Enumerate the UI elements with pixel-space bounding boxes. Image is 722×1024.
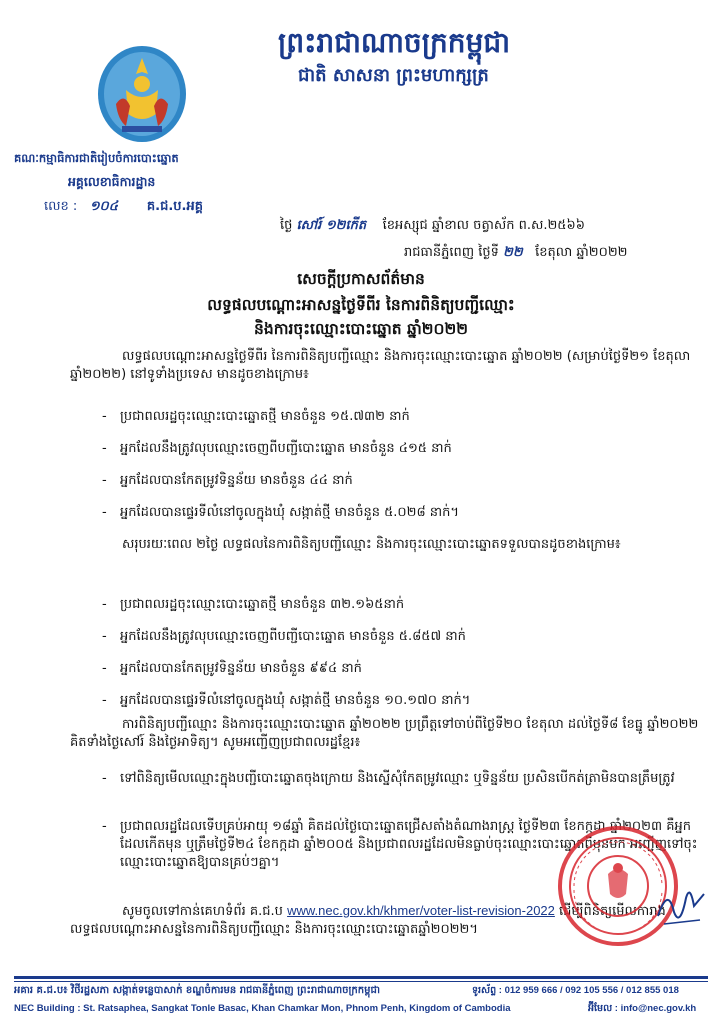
ref-label: លេខ : — [44, 199, 78, 214]
closing-suffix: ដើម្បីពិនិត្យមើលការាងលទ្ធផលបណ្តោះអាសន្ននៃការពិនិត្យបញ្ជីឈ្មោះ និងការចុះឈ្មោះបោះឆ្នោតឆ្នាំ២០២២។ — [70, 904, 666, 937]
list-item: - អ្នកដែលបានកែតម្រូវទិន្នន័យ មានចំនួន ៤៤ នាក់ — [102, 473, 353, 488]
footer-phone: ទូរស័ព្ទ : 012 959 666 / 092 105 556 / 012 855 018 — [472, 985, 679, 996]
lunar-date-handwritten: សៅរ៍ ១២កើត — [296, 218, 367, 233]
nec-emblem-logo — [96, 44, 188, 144]
ref-suffix: គ.ជ.ប.អគ្គ — [146, 199, 203, 214]
solar-date-rest: ខែតុលា ឆ្នាំ២០២២ — [535, 245, 628, 260]
list-item-text: ប្រជាពលរដ្ឋដែលទើបគ្រប់អាយុ ១៨ឆ្នាំ គិតដល់ថ្ងៃបោះឆ្នោតជ្រើសតាំងតំណាងរាស្ត្រ ថ្ងៃទី២៣ ខែកក្កដា ឆ្នាំ២០២៣ គឺអ្នកដែលកើតមុន ឬត្រឹមថ្ងៃទី២៤ ខែកក្កដា ឆ្នាំ២០០៥ និងប្រជាពលរដ្ឋដែលមិនធ្លាប់ចុះឈ្មោះបោះឆ្នោតពីមុនមក អញ្ជើញទៅចុះឈ្មោះបោះឆ្នោតឱ្យបានគ្រប់ៗគ្នា។ — [120, 819, 698, 870]
voter-list-link[interactable]: www.nec.gov.kh/khmer/voter-list-revision-2022 — [287, 903, 555, 918]
solar-date-prefix: រាជធានីភ្នំពេញ ថ្ងៃទី — [404, 245, 499, 260]
announcement-subtitle-2: និងការចុះឈ្មោះបោះឆ្នោត ឆ្នាំ២០២២ — [254, 320, 468, 338]
closing-prefix: សូមចូលទៅកាន់គេហទំព័រ គ.ជ.ប — [122, 904, 283, 919]
solar-date-handwritten: ២២ — [503, 245, 523, 260]
list-item-text: ប្រជាពលរដ្ឋចុះឈ្មោះបោះឆ្នោតថ្មី មានចំនួន ៣២.១៦៥នាក់ — [120, 597, 405, 612]
list-item: - អ្នកដែលបានផ្ទេរទីលំនៅចូលក្នុងឃុំ សង្កាត់ថ្មី មានចំនួន ១០.១៧០ នាក់។ — [102, 693, 471, 708]
footer-email[interactable]: អ៊ីមែល : info@nec.gov.kh — [588, 1003, 697, 1014]
signature — [650, 876, 710, 936]
list-item-text: អ្នកដែលបានផ្ទេរទីលំនៅចូលក្នុងឃុំ សង្កាត់ថ្មី មានចំនួន ១០.១៧០ នាក់។ — [120, 693, 471, 708]
list-item: - ប្រជាពលរដ្ឋចុះឈ្មោះបោះឆ្នោតថ្មី មានចំនួន ៣២.១៦៥នាក់ — [102, 597, 405, 612]
list-item-text: ទៅពិនិត្យមើលឈ្មោះក្នុងបញ្ជីបោះឆ្នោតចុងក្រោយ និងស្នើសុំកែតម្រូវឈ្មោះ ឬទិន្នន័យ ប្រសិនបើកត់ត្រាមិនបានត្រឹមត្រូវ — [120, 771, 675, 786]
list-item-text: អ្នកដែលបានផ្ទេរទីលំនៅចូលក្នុងឃុំ សង្កាត់ថ្មី មានចំនួន ៥.០២៨ នាក់។ — [120, 505, 459, 520]
kingdom-title: ព្រះរាជាណាចក្រកម្ពុជា — [278, 26, 511, 59]
national-motto: ជាតិ សាសនា ព្រះមហាក្សត្រ — [298, 65, 489, 86]
list-item: - អ្នកដែលនឹងត្រូវលុបឈ្មោះចេញពីបញ្ជីបោះឆ្នោត មានចំនួន ៤១៥ នាក់ — [102, 441, 452, 456]
list-item: - ទៅពិនិត្យមើលឈ្មោះក្នុងបញ្ជីបោះឆ្នោតចុងក្រោយ និងស្នើសុំកែតម្រូវឈ្មោះ ឬទិន្នន័យ ប្រសិនបើកត់ត្រាមិនបានត្រឹមត្រូវ — [102, 771, 675, 786]
lunar-date-prefix: ថ្ងៃ — [280, 218, 293, 233]
schedule-paragraph: ការពិនិត្យបញ្ជីឈ្មោះ និងការចុះឈ្មោះបោះឆ្នោត ឆ្នាំ២០២២ ប្រព្រឹត្តទៅចាប់ពីថ្ងៃទី២០ ខែតុលា ដល់ថ្ងៃទី៨ ខែធ្នូ ឆ្នាំ២០២២ គិតទាំងថ្ងៃសៅរ៍ និងថ្ងៃអាទិត្យ។ សូមអញ្ជើញប្រជាពលរដ្ឋខ្មែរ៖ — [70, 717, 699, 750]
list-item-text: ប្រជាពលរដ្ឋចុះឈ្មោះបោះឆ្នោតថ្មី មានចំនួន ១៥.៧៣២ នាក់ — [120, 409, 410, 424]
footer-divider — [14, 976, 708, 979]
intro-paragraph: លទ្ធផលបណ្តោះអាសន្នថ្ងៃទីពីរ នៃការពិនិត្យបញ្ជីឈ្មោះ និងការចុះឈ្មោះបោះឆ្នោត ឆ្នាំ២០២២ (សម្រាប់ថ្ងៃទី២១ ខែតុលា ឆ្នាំ២០២២) នៅទូទាំងប្រទេស មានដូចខាងក្រោម៖ — [70, 349, 691, 382]
list-item-text: អ្នកដែលបានកែតម្រូវទិន្នន័យ មានចំនួន ៩៩៤ នាក់ — [120, 661, 362, 676]
announcement-title: សេចក្តីប្រកាសព័ត៌មាន — [297, 270, 425, 288]
reference-number — [44, 198, 304, 216]
footer-address-english: NEC Building : St. Ratsaphea, Sangkat Tonle Basac, Khan Chamkar Mon, Phnom Penh, Kingdom of Cambodia — [14, 1003, 511, 1014]
list-item: - អ្នកដែលបានកែតម្រូវទិន្នន័យ មានចំនួន ៩៩៤ នាក់ — [102, 661, 362, 676]
list-item-text: អ្នកដែលនឹងត្រូវលុបឈ្មោះចេញពីបញ្ជីបោះឆ្នោត មានចំនួន ៥.៨៥៧ នាក់ — [120, 629, 466, 644]
solar-date — [404, 244, 704, 262]
secretariat-name: អគ្គលេខាធិការដ្ឋាន — [68, 174, 156, 189]
list-item-text: អ្នកដែលនឹងត្រូវលុបឈ្មោះចេញពីបញ្ជីបោះឆ្នោត មានចំនួន ៤១៥ នាក់ — [120, 441, 452, 456]
summary-paragraph: សរុបរយៈពេល ២ថ្ងៃ លទ្ធផលនៃការពិនិត្យបញ្ជីឈ្មោះ និងការចុះឈ្មោះបោះឆ្នោតទទួលបានដូចខាងក្រោម៖ — [122, 537, 621, 552]
list-item: - អ្នកដែលបានផ្ទេរទីលំនៅចូលក្នុងឃុំ សង្កាត់ថ្មី មានចំនួន ៥.០២៨ នាក់។ — [102, 505, 459, 520]
lunar-date — [280, 217, 700, 235]
organization-name: គណៈកម្មាធិការជាតិរៀបចំការបោះឆ្នោត — [14, 151, 179, 165]
list-item-text: អ្នកដែលបានកែតម្រូវទិន្នន័យ មានចំនួន ៤៤ នាក់ — [120, 473, 353, 488]
ref-number-handwritten: ១០៤ — [89, 199, 118, 214]
list-item: - ប្រជាពលរដ្ឋចុះឈ្មោះបោះឆ្នោតថ្មី មានចំនួន ១៥.៧៣២ នាក់ — [102, 409, 410, 424]
announcement-subtitle-1: លទ្ធផលបណ្តោះអាសន្នថ្ងៃទីពីរ នៃការពិនិត្យបញ្ជីឈ្មោះ — [207, 296, 515, 314]
lunar-date-rest: ខែអស្សុជ ឆ្នាំខាល ចត្វាស័ក ព.ស.២៥៦៦ — [382, 218, 585, 233]
list-item: - ប្រជាពលរដ្ឋដែលទើបគ្រប់អាយុ ១៨ឆ្នាំ គិតដល់ថ្ងៃបោះឆ្នោតជ្រើសតាំងតំណាងរាស្ត្រ ថ្ងៃទី២៣ ខែកក្កដា ឆ្នាំ២០២៣ គឺអ្នកដែលកើតមុន ឬត្រឹមថ្ងៃទី២៤ ខែកក្កដា ឆ្នាំ២០០៥ និងប្រជាពលរដ្ឋដែលមិនធ្លាប់ចុះឈ្មោះបោះឆ្នោតពីមុនមក អញ្ជើញទៅចុះឈ្មោះបោះឆ្នោតឱ្យបានគ្រប់ៗគ្នា។ — [102, 819, 698, 870]
footer-address-khmer: អគារ គ.ជ.ប៖ វិថីរដ្ឋសភា សង្កាត់ទន្លេបាសាក់ ខណ្ឌចំការមន រាជធានីភ្នំពេញ ព្រះរាជាណាចក្រកម្ពុជា — [14, 985, 380, 996]
list-item: - អ្នកដែលនឹងត្រូវលុបឈ្មោះចេញពីបញ្ជីបោះឆ្នោត មានចំនួន ៥.៨៥៧ នាក់ — [102, 629, 466, 644]
footer-divider-thin — [14, 981, 708, 982]
